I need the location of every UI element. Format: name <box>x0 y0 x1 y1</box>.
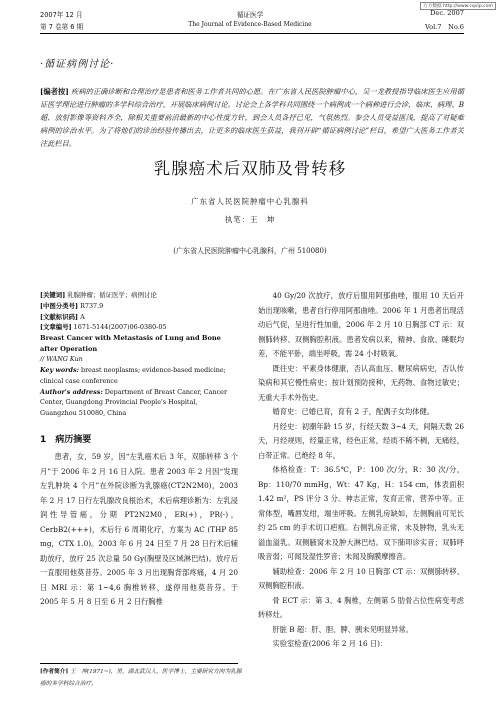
article-number-line <box>40 322 236 333</box>
header-journal-en: The Journal of Evidence-Based Medicine <box>188 21 312 28</box>
footnote-text: 王 坤(1971~)，男，湖北武汉人，医学博士，主要研究方向为乳腺癌的多学科综合治疗。 <box>40 669 242 687</box>
doc-code-value: A <box>80 312 85 321</box>
case-paragraph: 月经史：初潮年龄 15 岁，行经天数 3~4 天，间隔天数 26 天，月经规则，经量正常，经色正常，经质不稀不稠，无痛经，白带正常。已绝经 8 年。 <box>258 421 464 460</box>
case-paragraph: 患者，女，59 岁，因“左乳癌术后 3 年，双肺转移 3 个月”于 2006 年 2 月 16 日入院。患者 2003 年 2 月因“发现左乳肿块 4 个月”在外院诊断为乳腺癌(CT2N2M0)，2003 年 2 月 17 日行左乳腺改良根治术，术后病理诊断为：左乳浸润性导管癌，分期 PT2N2M0，ER(+)，PR(-)，CerbB2(+++)，术后行 6 周期化疗，方案为 AC (THP 85 mg，CTX 1.0)。2003 年 6 月 24 日至 7 月 28 日行术后辅助放疗，放疗 25 次总量 50 Gy(胸壁及区域淋巴结)。放疗后一直服用他莫昔芬。2005 年 3 月出现胸背部疼痛，4 月 20 日 MRI 示：第 1~4,6 胸椎转移，遂停用他莫昔芬。于 2005 年 5 月 8 日至 6 月 2 日行胸椎 <box>40 452 238 606</box>
header-volume-en: Vol.7 No.6 <box>424 23 464 31</box>
english-keywords <box>40 365 236 387</box>
case-paragraph: 骨 ECT 示：第 3、4 胸椎，左侧第 5 肋骨占位性病变考虑转移灶。 <box>258 595 464 619</box>
english-keywords-label: Key words: <box>40 365 79 374</box>
case-paragraph: 辅助检查：2006 年 2 月 10 日胸部 CT 示：双侧肺转移、双侧胸腔积液。 <box>258 566 464 590</box>
english-address <box>40 387 236 419</box>
left-column-body <box>40 450 238 610</box>
author-footnote <box>40 667 244 690</box>
english-title: Breast Cancer with Metastasis of Lung and Bone after Operation <box>40 334 221 353</box>
right-column-body <box>258 289 464 652</box>
header-volume: 第 7 卷第 6 期 <box>40 23 84 31</box>
keywords-label: [关键词] <box>40 291 66 299</box>
case-paragraph: 婚育史：已婚已育，育有 2 子，配偶子女均体健。 <box>272 407 434 416</box>
keywords-value: 乳腺肿瘤；循证医学；病例讨论 <box>67 291 157 299</box>
english-address-value: Department of Breast Cancer, Cancer Center, Guangdong Provincial People's Hospital, Guangzhou 510080, China <box>40 387 228 418</box>
header-journal-cn: 循证医学 <box>236 11 264 19</box>
english-keywords-value: breast neoplasms; evidence-based medicine; clinical case conference <box>40 365 226 385</box>
section-heading-case-summary: 1 病历摘要 <box>40 435 92 445</box>
editor-note-label: [编者按] <box>40 87 69 96</box>
doc-code-line <box>40 312 236 323</box>
footnote-label: [作者简介] <box>40 669 69 675</box>
article-affiliation: 广东省人民医院肿瘤中心乳腺科 <box>191 197 309 206</box>
case-paragraph: 实验室检查(2006 年 2 月 16 日)： <box>272 639 388 648</box>
case-paragraph: 40 Gy/20 次放疗，放疗后服用阿那曲唑，服用 10 天后开始出现咳嗽，患者自行停用阿那曲唑。2006 年 1 月患者出现活动后气促，呈进行性加重，2006 年 2 月 10 日胸部 CT 示：双侧肺转移、双侧胸腔积液。患者发病以来，精神、食欲、睡眠均差，不能平卧，端坐呼吸，需 24 小时吸氧。 <box>258 291 464 358</box>
clc-line <box>40 301 236 312</box>
column-name: ·循证病例讨论· <box>40 59 115 70</box>
case-paragraph: 既往史：平素身体健康，否认高血压、糖尿病病史，否认传染病和其它慢性病史；按计划预防接种，无药物、食物过敏史；无重大手术外伤史。 <box>258 363 464 402</box>
english-address-label: Author's address: <box>40 387 103 396</box>
footnote-rule <box>40 663 238 664</box>
article-address: (广东省人民医院肿瘤中心乳腺科，广州 510080) <box>173 247 327 255</box>
english-author: // WANG Kun <box>40 355 83 364</box>
clc-label: [中图分类号] <box>40 301 79 310</box>
header-rule <box>40 33 464 34</box>
article-metadata <box>40 290 236 419</box>
clc-value: R737.9 <box>80 301 104 310</box>
editor-note-text: 疾病的正确诊断和合理治疗是患者和医务工作者共同的心愿。在广东省人民医院肿瘤中心，吴一龙教授指导临床医生应用循证医学理论进行肿瘤的多学科综合治疗，开展临床病例讨论。讨论会上各学科共同围绕一个病例或一个病种进行会诊，临床、病理、B超、放射影像等资料齐全，除相关重要前沿最新的中心性度方针，到会人员各抒已见，气氛热烈。参会人员受益匪浅，提高了对疑难病例的诊治水平。为了将他们的诊治经验传播出去，让更多的临床医生获益，我刊开辟“循证病例讨论”栏目，希望广大医务工作者关注此栏目。 <box>40 87 464 149</box>
editor-note <box>40 85 464 150</box>
article-authors: 执笔：王 坤 <box>224 215 276 224</box>
doc-code-label: [文献标识码] <box>40 312 79 321</box>
article-number-label: [文章编号] <box>40 323 72 332</box>
article-title: 乳腺癌术后双肺及骨转移 <box>153 159 347 178</box>
keywords-line <box>40 290 236 301</box>
case-paragraph: 肝脏 B 超：肝、胆、脾、胰未见明显异常。 <box>272 624 413 634</box>
header-date-en: Dec. 2007 <box>430 9 464 17</box>
case-paragraph: 体格检查：T：36.5℃，P：100 次/分，R：30 次/分，Bp：110/70 mmHg，Wt：47 Kg，H：154 cm，体表面积 1.42 m²，PS 评分 3 分。神志正常，发育正常，营养中等。正常体型，嘴唇发绀，端坐呼吸。左侧乳房缺如，左侧胸前可见长约 25 cm 的手术切口疤痕。右侧乳房正常，未及肿物，乳头无溢血溢乳。双侧腋窝未及肿大淋巴结。双下肺叩诊实音；双肺呼吸音弱；可闻及湿性罗音；未闻及胸膜摩擦音。 <box>258 465 464 561</box>
header-date: 2007年 12 月 <box>40 11 83 19</box>
source-stamp: 万方数据 http://www.cqvip.com <box>420 2 496 10</box>
article-number-value: 1671-5144(2007)06-0380-05 <box>73 323 167 332</box>
